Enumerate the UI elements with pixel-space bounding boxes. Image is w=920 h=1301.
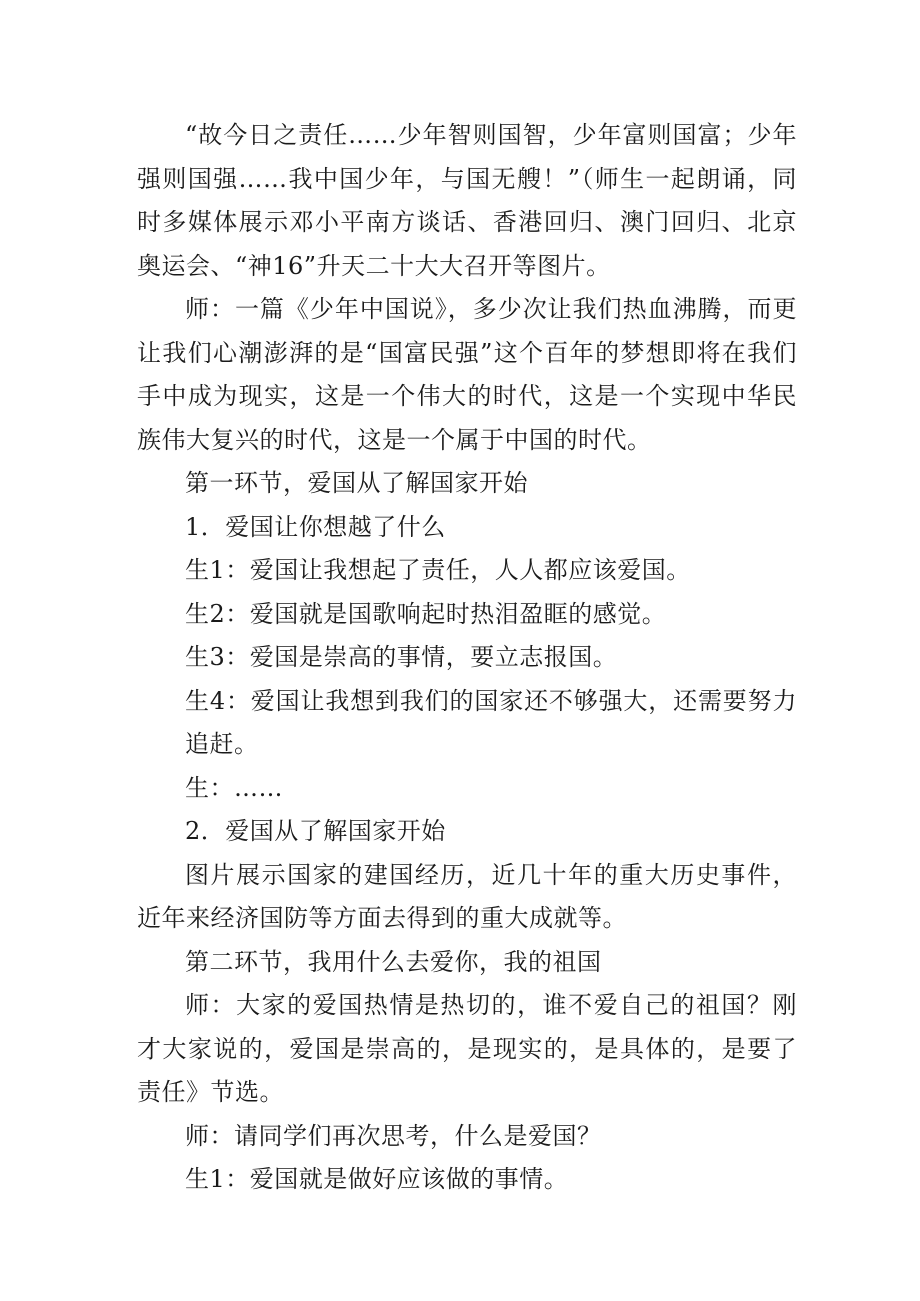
paragraph-teacher-intro: 师：一篇《少年中国说》，多少次让我们热血沸腾，而更让我们心潮澎湃的是“国富民强”这个百年的梦想即将在我们手中成为现实，这是一个伟大的时代，这是一个实现中华民族伟大复兴的时代，这是一个属于中国的时代。	[137, 295, 797, 454]
list-item-1: 1．爱国让你想越了什么	[185, 512, 446, 541]
student-answer-4: 生4：爱国让我想到我们的国家还不够强大，还需要努力追赶。	[185, 686, 797, 758]
student-answer-more: 生：……	[185, 773, 283, 802]
student-answer-2: 生2：爱国就是国歌响起时热泪盈眶的感觉。	[185, 599, 667, 628]
list-item-2: 2．爱国从了解国家开始	[185, 817, 446, 845]
paragraph-teacher-comment: 师：大家的爱国热情是热切的，谁不爱自己的祖国？刚才大家说的，爱国是崇高的，是现实的，是具体的，是要了责任》节选。	[137, 991, 797, 1106]
section-heading-1: 第一环节，爱国从了解国家开始	[185, 469, 528, 497]
student-answer-3: 生3：爱国是崇高的事情，要立志报国。	[185, 643, 618, 671]
student-reply-1: 生1：爱国就是做好应该做的事情。	[185, 1165, 569, 1193]
paragraph-recitation: “故今日之责任……少年智则国智，少年富则国富；少年强则国强……我中国少年，与国无艘！”（师生一起朗诵，同时多媒体展示邓小平南方谈话、香港回归、澳门回归、北京奥运会、“神16”升天二十大大召开等图片。	[137, 121, 797, 280]
paragraph-image-display: 图片展示国家的建国经历，近几十年的重大历史事件，近年来经济国防等方面去得到的重大成就等。	[137, 860, 797, 932]
student-answer-1: 生1：爱国让我想起了责任，人人都应该爱国。	[185, 556, 691, 584]
document-body	[137, 114, 797, 1202]
section-heading-2: 第二环节，我用什么去爱你，我的祖国	[185, 947, 602, 976]
teacher-question: 师：请同学们再次思考，什么是爱国？	[185, 1121, 602, 1150]
